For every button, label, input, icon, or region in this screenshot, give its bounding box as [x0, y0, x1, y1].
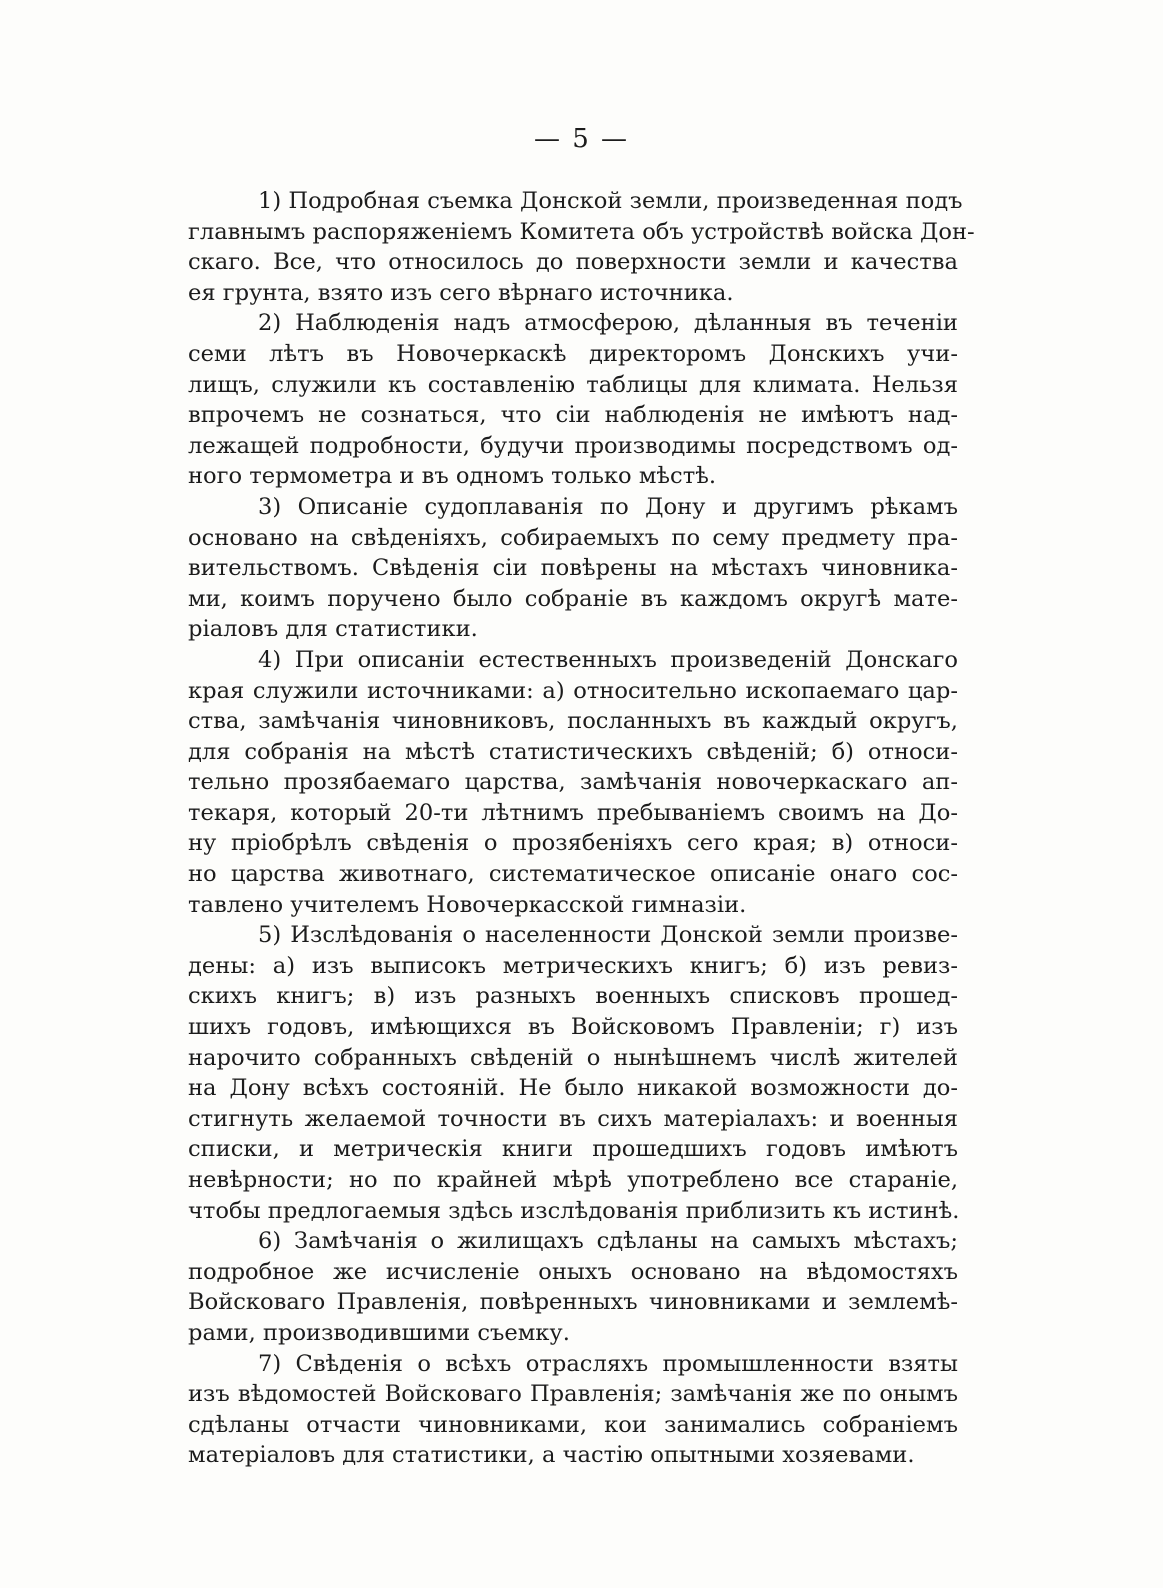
text-line: шихъ годовъ, имѣющихся въ Войсковомъ Правленіи; г) изъ: [188, 1014, 958, 1041]
text-line: ріаловъ для статистики.: [188, 616, 478, 643]
text-line: тельно прозябаемаго царства, замѣчанія новочеркаскаго ап-: [188, 769, 958, 796]
text-line: нарочито собранныхъ свѣденій о нынѣшнемъ числѣ жителей: [188, 1044, 958, 1071]
paragraph-2: [188, 308, 958, 492]
text-line: 2) Наблюденія надъ атмосферою, дѣланныя въ теченіи: [258, 310, 958, 337]
text-line: рами, производившими съемку.: [188, 1319, 570, 1346]
text-line: чтобы предлогаемыя здѣсь изслѣдованія приблизить къ истинѣ.: [188, 1197, 960, 1224]
text-line: скихъ книгъ; в) изъ разныхъ военныхъ списковъ прошед-: [188, 983, 958, 1010]
text-line: для собранія на мѣстѣ статистическихъ свѣденій; б) относи-: [188, 738, 958, 765]
paragraph-5: [188, 920, 958, 1226]
text-line: сдѣланы отчасти чиновниками, кои занимались собраніемъ: [188, 1411, 958, 1438]
text-line: ного термометра и въ одномъ только мѣстѣ.: [188, 463, 716, 490]
text-line: текаря, который 20-ти лѣтнимъ пребываніемъ своимъ на До-: [188, 799, 958, 826]
text-line: подробное же исчисленіе оныхъ основано на вѣдомостяхъ: [188, 1258, 958, 1285]
text-line: края служили источниками: а) относительно ископаемаго цар-: [188, 677, 958, 704]
text-line: невѣрности; но по крайней мѣрѣ употреблено все стараніе,: [188, 1167, 958, 1193]
body-text: [188, 186, 975, 1471]
text-line: 5) Изслѣдованія о населенности Донской земли произве-: [258, 922, 958, 949]
text-line: изъ вѣдомостей Войсковаго Правленія; замѣчанія же по онымъ: [188, 1381, 958, 1408]
text-line: лищъ, служили къ составленію таблицы для климата. Нельзя: [188, 371, 958, 398]
text-line: впрочемъ не сознаться, что сіи наблюденія не имѣютъ над-: [188, 402, 958, 429]
text-line: ея грунта, взято изъ сего вѣрнаго источника.: [188, 279, 734, 306]
text-line: Войсковаго Правленія, повѣренныхъ чиновниками и землемѣ-: [188, 1289, 958, 1316]
text-line: дены: а) изъ выписокъ метрическихъ книгъ; б) изъ ревиз-: [188, 952, 958, 979]
text-line: но царства животнаго, систематическое описаніе онаго сос-: [188, 861, 958, 888]
paragraph-1: [188, 186, 975, 308]
text-line: скаго. Все, что относилось до поверхности земли и качества: [188, 249, 958, 276]
text-line: основано на свѣденіяхъ, собираемыхъ по сему предмету пра-: [188, 524, 958, 551]
paragraph-6: [188, 1226, 958, 1348]
paragraph-4: [188, 645, 958, 920]
text-line: 3) Описаніе судоплаванія по Дону и другимъ рѣкамъ: [258, 493, 958, 520]
text-line: на Дону всѣхъ состояній. Не было никакой возможности до-: [188, 1075, 958, 1102]
text-line: главнымъ распоряженіемъ Комитета объ устройствѣ войска Дон-: [188, 218, 975, 245]
text-line: 1) Подробная съемка Донской земли, произведенная подъ: [258, 188, 963, 214]
text-line: матеріаловъ для статистики, а частію опытными хозяевами.: [188, 1442, 915, 1469]
paragraph-3: [188, 492, 958, 645]
text-line: 4) При описаніи естественныхъ произведеній Донскаго: [258, 646, 958, 673]
text-line: ми, коимъ поручено было собраніе въ каждомъ округѣ мате-: [188, 585, 958, 612]
paragraph-7: [188, 1349, 958, 1471]
page-number: — 5 —: [533, 124, 630, 154]
text-line: ства, замѣчанія чиновниковъ, посланныхъ въ каждый округъ,: [188, 708, 958, 735]
text-line: списки, и метрическія книги прошедшихъ годовъ имѣютъ: [188, 1136, 958, 1163]
text-line: стигнуть желаемой точности въ сихъ матеріалахъ: и военныя: [188, 1105, 958, 1132]
text-line: тавлено учителемъ Новочеркасской гимназіи.: [188, 891, 747, 918]
text-line: семи лѣтъ въ Новочеркаскѣ директоромъ Донскихъ учи-: [188, 340, 958, 367]
text-line: вительствомъ. Свѣденія сіи повѣрены на мѣстахъ чиновника-: [188, 555, 958, 582]
text-line: лежащей подробности, будучи производимы посредствомъ од-: [188, 432, 958, 459]
text-line: 7) Свѣденія о всѣхъ отрасляхъ промышленности взяты: [258, 1350, 958, 1377]
text-line: 6) Замѣчанія о жилищахъ сдѣланы на самыхъ мѣстахъ;: [258, 1228, 958, 1255]
text-line: ну пріобрѣлъ свѣденія о прозябеніяхъ сего края; в) относи-: [188, 830, 958, 857]
